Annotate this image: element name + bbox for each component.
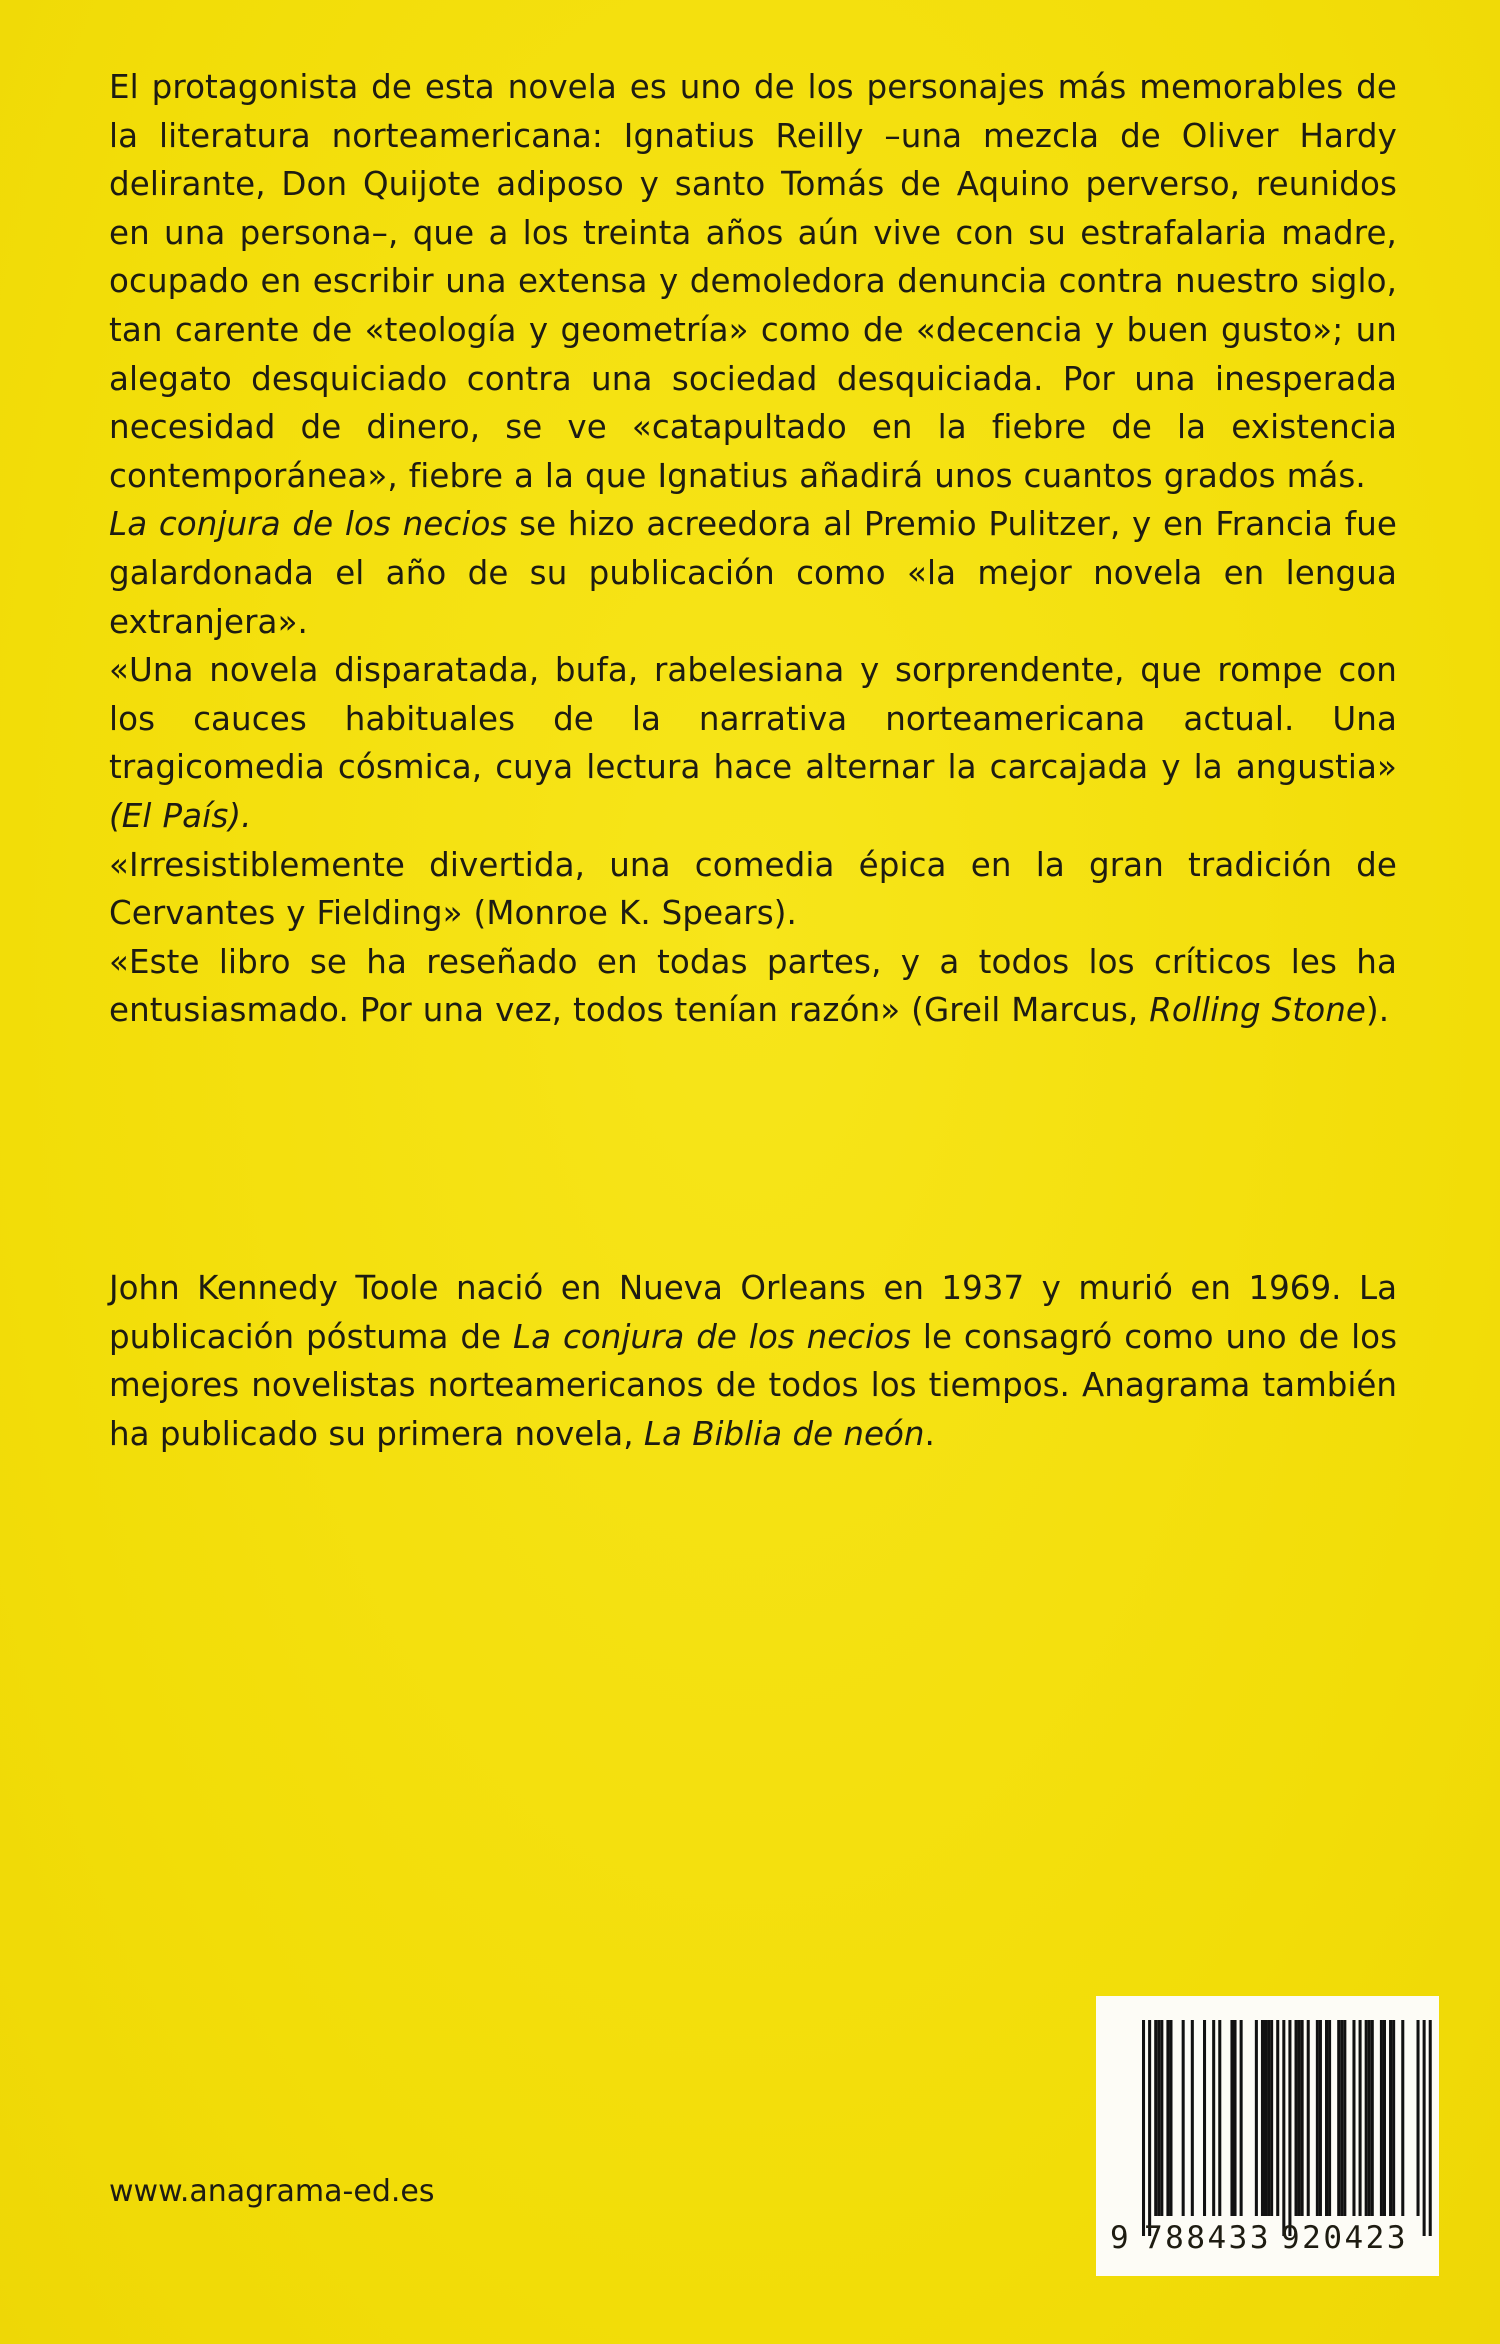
barcode-bar bbox=[1365, 2020, 1368, 2216]
barcode-bar bbox=[1166, 2020, 1169, 2216]
isbn-barcode bbox=[1096, 1996, 1439, 2276]
barcode-bar bbox=[1343, 2020, 1346, 2216]
barcode-bar bbox=[1267, 2020, 1270, 2216]
barcode-bar bbox=[1182, 2020, 1185, 2216]
isbn-left-digits: 788433 bbox=[1144, 2220, 1271, 2256]
review-source: Rolling Stone bbox=[1149, 991, 1367, 1030]
barcode-bar bbox=[1288, 2020, 1291, 2236]
barcode-bar bbox=[1371, 2020, 1374, 2216]
barcode-bar bbox=[1240, 2020, 1243, 2216]
barcode-bar bbox=[1191, 2020, 1194, 2216]
barcode-bar bbox=[1255, 2020, 1258, 2216]
book-title: La conjura de los necios bbox=[512, 1317, 911, 1356]
barcode-bar bbox=[1307, 2020, 1310, 2216]
barcode-bar bbox=[1352, 2020, 1355, 2216]
barcode-bar bbox=[1401, 2020, 1404, 2216]
barcode-bar bbox=[1325, 2020, 1328, 2216]
barcode-bar bbox=[1429, 2020, 1432, 2236]
barcode-bar bbox=[1148, 2020, 1151, 2236]
book-title: La conjura de los necios bbox=[109, 505, 508, 544]
barcode-bar bbox=[1230, 2020, 1233, 2216]
review-source: (El País). bbox=[109, 796, 252, 835]
barcode-bar bbox=[1301, 2020, 1304, 2216]
barcode-bar bbox=[1319, 2020, 1322, 2216]
barcode-bar bbox=[1359, 2020, 1362, 2216]
barcode-bar bbox=[1203, 2020, 1206, 2216]
barcode-bar bbox=[1337, 2020, 1340, 2216]
synopsis-text bbox=[109, 63, 1397, 1035]
barcode-bar bbox=[1417, 2020, 1420, 2216]
barcode-bar bbox=[1380, 2020, 1383, 2216]
barcode-bar bbox=[1270, 2020, 1273, 2216]
barcode-bar bbox=[1298, 2020, 1301, 2216]
barcode-bar bbox=[1340, 2020, 1343, 2216]
barcode-bar bbox=[1212, 2020, 1215, 2216]
barcode-bar bbox=[1142, 2020, 1145, 2236]
barcode-bar bbox=[1392, 2020, 1395, 2216]
barcode-bar bbox=[1160, 2020, 1163, 2216]
barcode-bar bbox=[1169, 2020, 1172, 2216]
review-rolling-stone: «Este libro se ha reseñado en todas partes, y a todos los críticos les ha entusiasmado. Por una vez, todos tenían razón» (Greil Marcus, Rolling Stone). bbox=[109, 942, 1397, 1030]
barcode-bar bbox=[1423, 2020, 1426, 2236]
barcode-bar bbox=[1264, 2020, 1267, 2216]
barcode-bar bbox=[1218, 2020, 1221, 2216]
review-el-pais: «Una novela disparatada, bufa, rabelesiana y sorprendente, que rompe con los cauces habituales de la narrativa norteamericana actual. Una tragicomedia cósmica, cuya lectura hace alternar la carcajada y la angustia» (El País). bbox=[109, 651, 1397, 835]
synopsis-paragraph: El protagonista de esta novela es uno de los personajes más memorables de la literatura norteamericana: Ignatius Reilly –una mezcla de Oliver Hardy delirante, Don Quijote adiposo y santo Tomás de Aquino perverso, reunidos en una persona–, que a los treinta años aún vive con su estrafalaria madre, ocupado en escribir una extensa y demoledora denuncia contra nuestro siglo, tan carente de «teología y geometría» como de «decencia y buen gusto»; un alegato desquiciado contra una sociedad desquiciada. Por una inesperada necesidad de dinero, se ve «catapultado en la fiebre de la existencia contemporánea», fiebre a la que Ignatius añadirá unos cuantos grados más. bbox=[109, 68, 1397, 495]
barcode-bar bbox=[1276, 2020, 1279, 2216]
isbn-first-digit: 9 bbox=[1110, 2220, 1129, 2256]
book-title: La Biblia de neón bbox=[643, 1414, 925, 1453]
barcode-bar bbox=[1234, 2020, 1237, 2216]
award-paragraph: La conjura de los necios se hizo acreedora al Premio Pulitzer, y en Francia fue galardonada el año de su publicación como «la mejor novela en lengua extranjera». bbox=[109, 505, 1397, 641]
barcode-bar bbox=[1154, 2020, 1157, 2216]
author-bio: John Kennedy Toole nació en Nueva Orleans en 1937 y murió en 1969. La publicación póstuma de La conjura de los necios le consagró como uno de los mejores novelistas norteamericanos de todos los tiempos. Anagrama también ha publicado su primera novela, La Biblia de neón. bbox=[109, 1269, 1397, 1453]
barcode-bar bbox=[1389, 2020, 1392, 2216]
publisher-website: www.anagrama-ed.es bbox=[109, 2174, 435, 2209]
barcode-bar bbox=[1261, 2020, 1264, 2216]
barcode-bar bbox=[1383, 2020, 1386, 2216]
barcode-bar bbox=[1295, 2020, 1298, 2216]
barcode-bar bbox=[1328, 2020, 1331, 2216]
review-spears: «Irresistiblemente divertida, una comedia épica en la gran tradición de Cervantes y Fielding» (Monroe K. Spears). bbox=[109, 845, 1397, 933]
barcode-bar bbox=[1282, 2020, 1285, 2236]
barcode-bar bbox=[1368, 2020, 1371, 2216]
barcode-bar bbox=[1157, 2020, 1160, 2216]
barcode-bar bbox=[1316, 2020, 1319, 2216]
isbn-right-digits: 920423 bbox=[1281, 2220, 1408, 2256]
